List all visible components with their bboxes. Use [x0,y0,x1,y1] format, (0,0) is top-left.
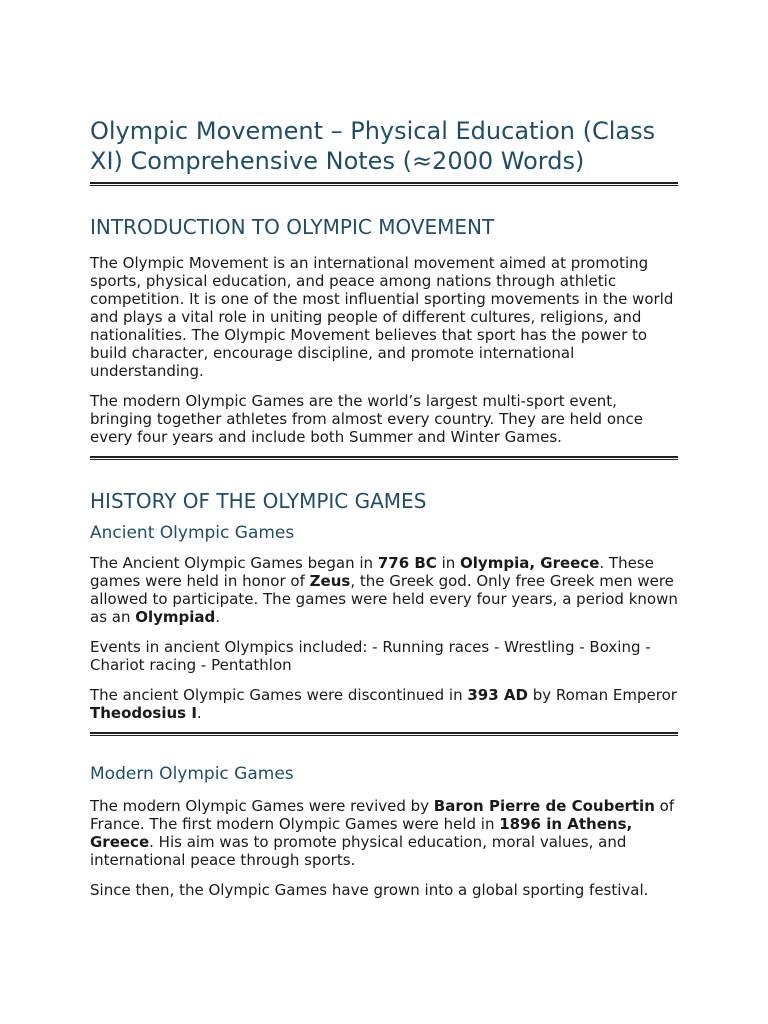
intro-paragraph-2: The modern Olympic Games are the world’s largest multi-sport event, bringing together athletes from almost every country. They are held once every four years and include both Summer and Winter Games. [90,392,643,446]
ancient-events-paragraph: Events in ancient Olympics included: - Running races - Wrestling - Boxing - Chariot racing - Pentathlon [90,638,651,674]
horizontal-rule [90,456,678,460]
ancient-games-heading: Ancient Olympic Games [90,523,295,543]
intro-paragraph-1: The Olympic Movement is an international movement aimed at promoting sports, physical education, and peace among nations through athletic competition. It is one of the most influential sporting movements in the world and plays a vital role in uniting people of different cultures, religions, and nationalities. The Olympic Movement believes that sport has the power to build character, encourage discipline, and promote international understanding. [90,254,674,380]
document-title: Olympic Movement – Physical Education (Class XI) Comprehensive Notes (≈2000 Words) [90,117,656,175]
intro-heading: INTRODUCTION TO OLYMPIC MOVEMENT [90,215,495,239]
horizontal-rule [90,732,678,736]
modern-games-heading: Modern Olympic Games [90,764,294,784]
document-page [90,116,678,899]
ancient-paragraph-1: The Ancient Olympic Games began in 776 BC in Olympia, Greece. These games were held in honor of Zeus, the Greek god. Only free Greek men were allowed to participate. The games were held every four years, a period known as an Olympiad. [90,554,678,626]
modern-paragraph-2: Since then, the Olympic Games have grown into a global sporting festival. [90,881,649,899]
modern-paragraph-1: The modern Olympic Games were revived by Baron Pierre de Coubertin of France. The first modern Olympic Games were held in 1896 in Athens, Greece. His aim was to promote physical education, moral values, and international peace through sports. [90,797,675,869]
horizontal-rule [90,182,678,186]
ancient-paragraph-3: The ancient Olympic Games were discontinued in 393 AD by Roman Emperor Theodosius I. [90,686,677,722]
history-heading: HISTORY OF THE OLYMPIC GAMES [90,489,427,513]
